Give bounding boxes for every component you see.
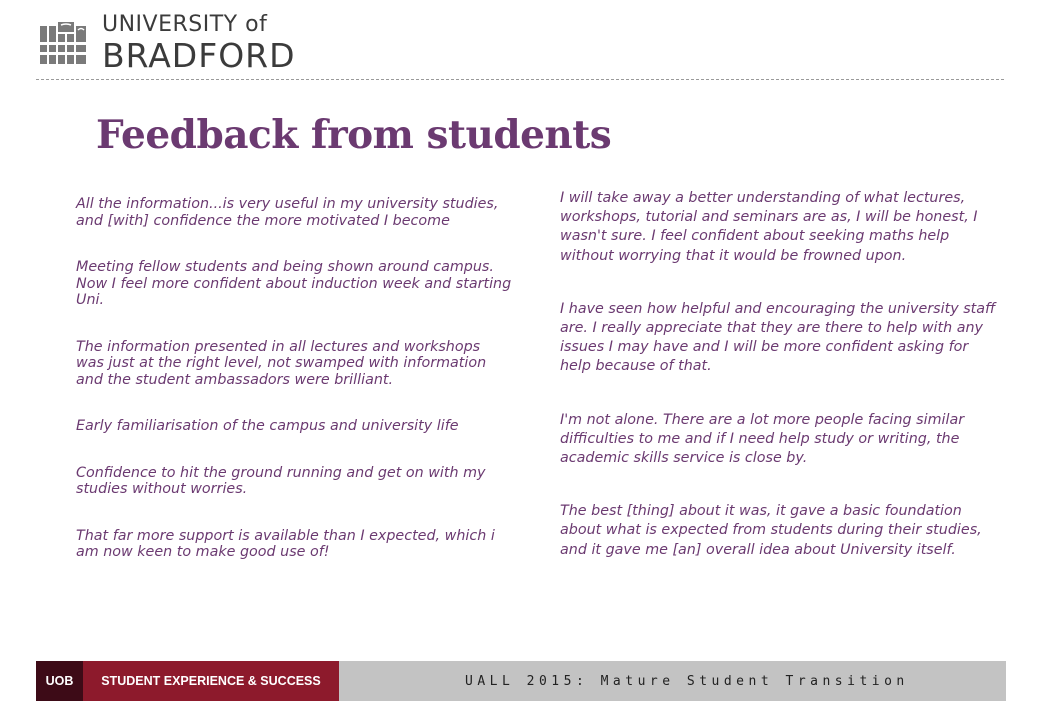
university-wordmark xyxy=(102,12,296,75)
footer-conference-label: UALL 2015: Mature Student Transition xyxy=(465,673,909,689)
student-quote: The information presented in all lectures and workshops was just at the right level, not swamped with information and the student ambassadors were brilliant. xyxy=(76,338,487,388)
wordmark-line-2: BRADFORD xyxy=(102,36,296,75)
student-quote: Confidence to hit the ground running and get on with my studies without worries. xyxy=(76,464,486,497)
student-quote: All the information...is very useful in my university studies, and [with] confidence the more motivated I become xyxy=(76,196,499,229)
student-quote: Early familiarisation of the campus and university life xyxy=(76,418,459,434)
university-crest-icon xyxy=(36,16,90,70)
feedback-column-right xyxy=(560,189,1000,560)
university-logo xyxy=(36,12,296,75)
student-quote: I have seen how helpful and encouraging the university staff are. I really appreciate that they are there to help with any issues I may have and I will be more confident asking for help because of that. xyxy=(560,300,996,375)
footer-bar xyxy=(36,661,1006,701)
student-quote: I'm not alone. There are a lot more people facing similar difficulties to me and if I need help study or writing, the academic skills service is close by. xyxy=(560,411,965,467)
page-title: Feedback from students xyxy=(96,112,612,158)
student-quote: The best [thing] about it was, it gave a basic foundation about what is expected from students during their studies, and it gave me [an] overall idea about University itself. xyxy=(560,503,982,558)
student-quote: I will take away a better understanding of what lectures, workshops, tutorial and seminars are as, I will be honest, I wasn't sure. I feel confident about seeking maths help without worrying that it would be frowned upon. xyxy=(560,190,978,264)
student-quote: That far more support is available than I expected, which i am now keen to make good use of! xyxy=(76,527,495,560)
footer-section-label: STUDENT EXPERIENCE & SUCCESS xyxy=(83,661,339,701)
feedback-column-left xyxy=(76,196,512,561)
wordmark-line-1: UNIVERSITY of xyxy=(102,12,268,37)
footer-uob-label: UOB xyxy=(36,661,83,701)
student-quote: Meeting fellow students and being shown around campus. Now I feel more confident about induction week and starting Uni. xyxy=(76,259,512,308)
header-divider xyxy=(36,79,1004,80)
